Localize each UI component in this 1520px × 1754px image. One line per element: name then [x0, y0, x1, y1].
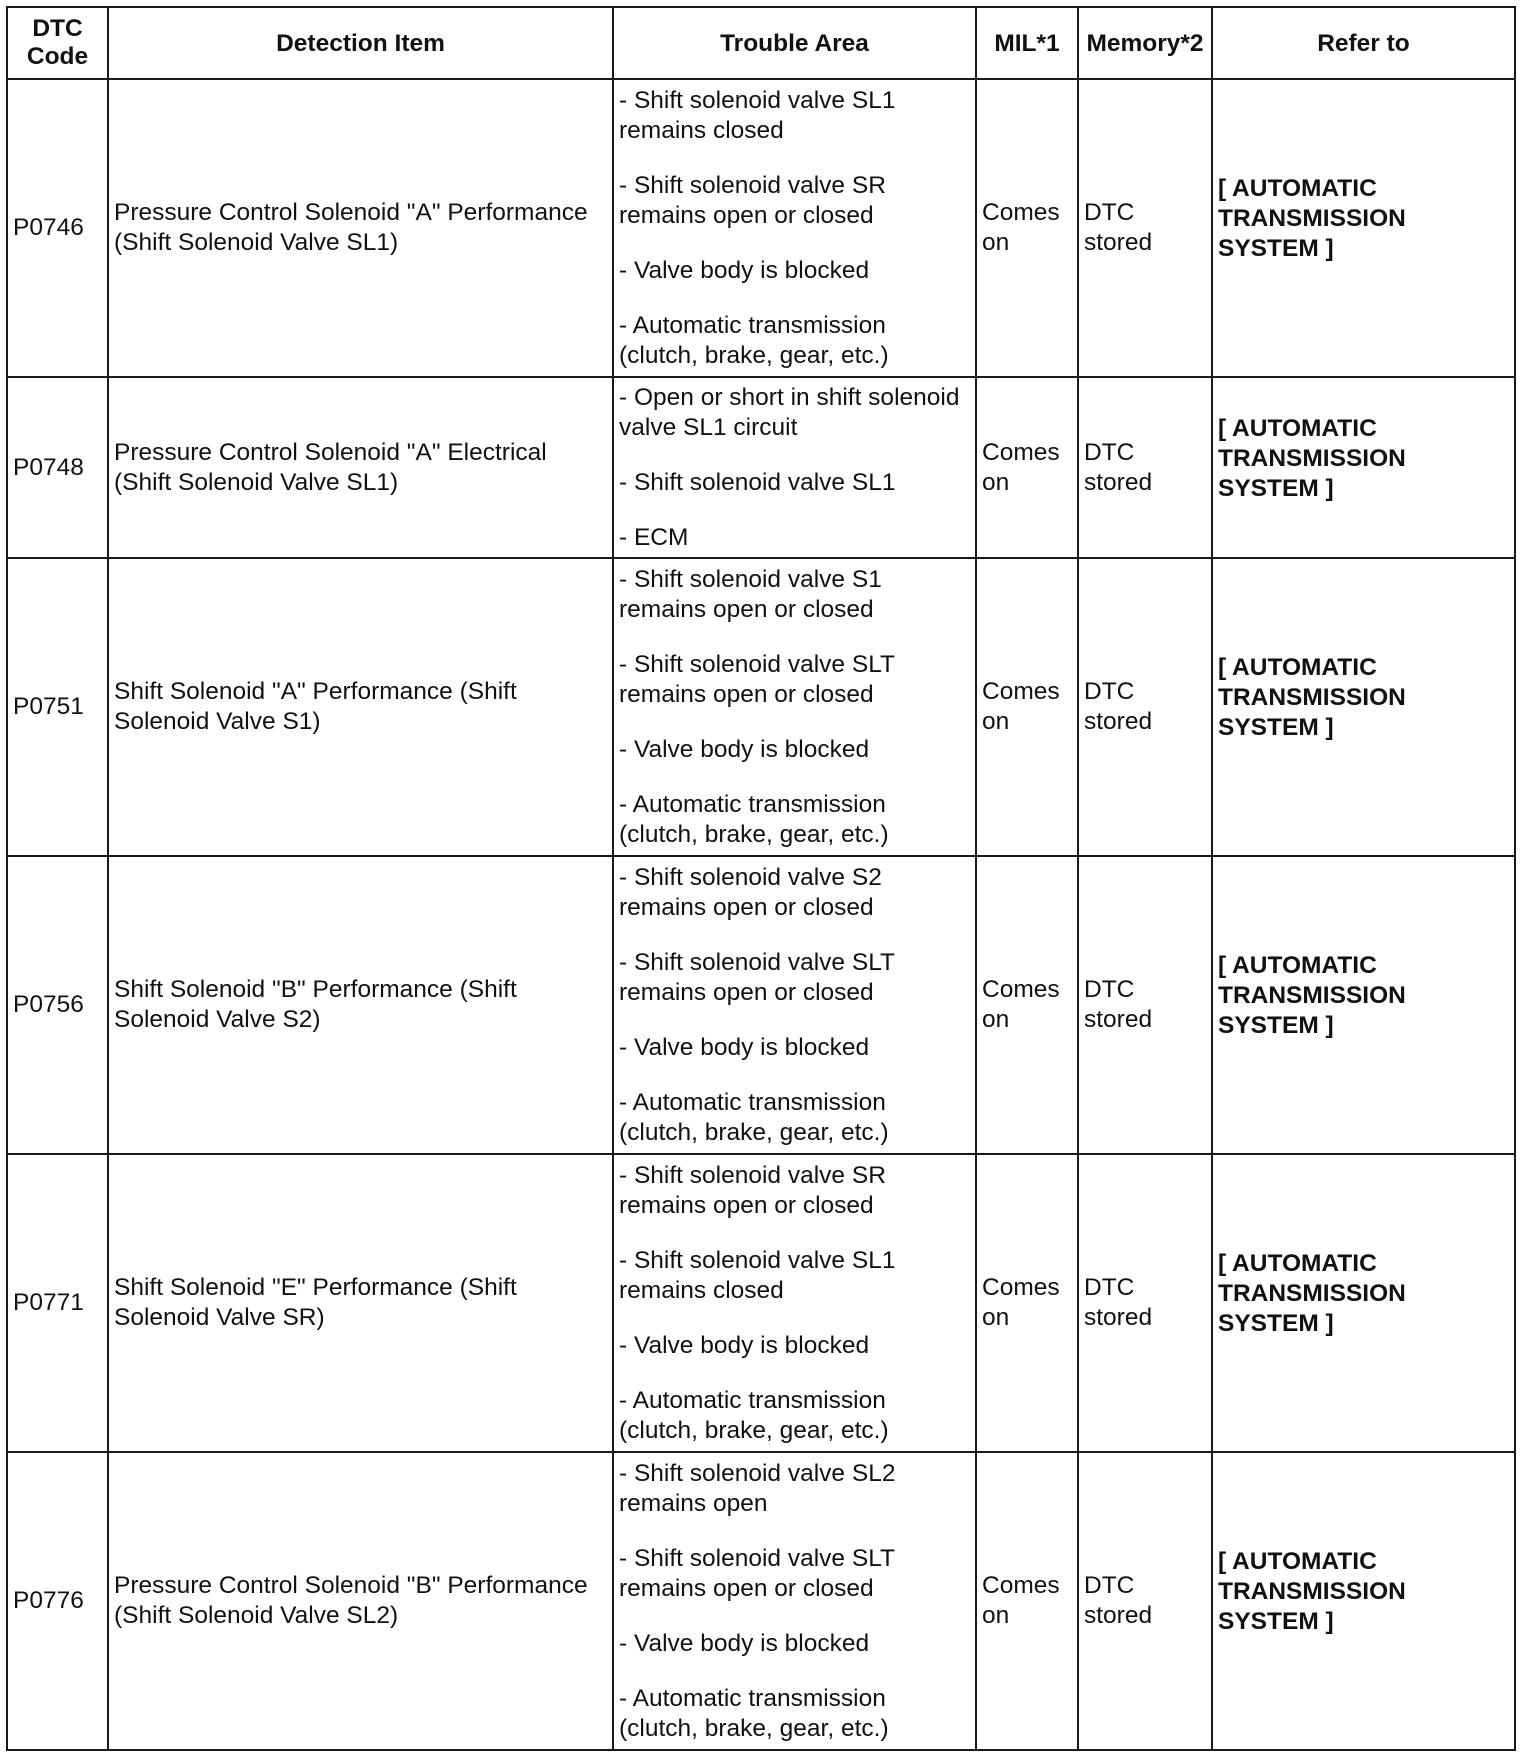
memory-cell: DTC stored [1078, 1452, 1212, 1750]
trouble-area-item: - Shift solenoid valve SR remains open or closed [619, 1161, 886, 1219]
mil-cell: Comes on [976, 377, 1078, 558]
trouble-area-item: - Valve body is blocked [619, 256, 870, 284]
header-refer-to: Refer to [1212, 7, 1515, 79]
trouble-area-item: - Automatic transmission (clutch, brake, gear, etc.) [619, 1386, 889, 1444]
trouble-area-item: - Valve body is blocked [619, 735, 870, 763]
trouble-area-cell [613, 1452, 976, 1750]
trouble-area-cell [613, 558, 976, 856]
trouble-area-item: - Automatic transmission (clutch, brake, gear, etc.) [619, 1088, 889, 1146]
trouble-area-cell [613, 377, 976, 558]
trouble-area-item: - Automatic transmission (clutch, brake, gear, etc.) [619, 1684, 889, 1742]
trouble-area-item: - Open or short in shift solenoid valve SL1 circuit [619, 383, 960, 441]
table-body [7, 79, 1515, 1750]
refer-to-link[interactable]: [ AUTOMATIC TRANSMISSION SYSTEM ] [1218, 414, 1406, 502]
trouble-area-item: - ECM [619, 523, 689, 551]
header-detection-item: Detection Item [108, 7, 613, 79]
trouble-area-cell [613, 1154, 976, 1452]
header-trouble-area: Trouble Area [613, 7, 976, 79]
trouble-area-item: - Shift solenoid valve SL1 remains closed [619, 1246, 896, 1304]
table-row [7, 856, 1515, 1154]
memory-cell: DTC stored [1078, 558, 1212, 856]
trouble-area-item: - Valve body is blocked [619, 1331, 870, 1359]
trouble-area-item: - Automatic transmission (clutch, brake, gear, etc.) [619, 311, 889, 369]
refer-to-link[interactable]: [ AUTOMATIC TRANSMISSION SYSTEM ] [1218, 952, 1406, 1039]
trouble-area-item: - Shift solenoid valve S1 remains open or closed [619, 565, 882, 623]
dtc-code-cell: P0776 [7, 1452, 108, 1750]
detection-item-cell: Shift Solenoid "A" Performance (Shift Solenoid Valve S1) [108, 558, 613, 856]
mil-cell: Comes on [976, 558, 1078, 856]
trouble-area-cell [613, 856, 976, 1154]
dtc-code-cell: P0748 [7, 377, 108, 558]
trouble-area-cell [613, 79, 976, 377]
detection-item-cell: Shift Solenoid "E" Performance (Shift Solenoid Valve SR) [108, 1154, 613, 1452]
refer-to-cell [1212, 558, 1515, 856]
memory-cell: DTC stored [1078, 856, 1212, 1154]
table-row [7, 79, 1515, 377]
dtc-code-cell: P0746 [7, 79, 108, 377]
trouble-area-item: - Shift solenoid valve SLT remains open or closed [619, 948, 895, 1006]
trouble-area-item: - Shift solenoid valve SR remains open or closed [619, 171, 886, 229]
trouble-area-item: - Valve body is blocked [619, 1033, 870, 1061]
table-row [7, 558, 1515, 856]
refer-to-cell [1212, 856, 1515, 1154]
trouble-area-item: - Shift solenoid valve SL1 remains closed [619, 86, 896, 144]
refer-to-cell [1212, 1154, 1515, 1452]
refer-to-cell [1212, 79, 1515, 377]
header-dtc-code: DTC Code [7, 7, 108, 79]
memory-cell: DTC stored [1078, 1154, 1212, 1452]
mil-cell: Comes on [976, 856, 1078, 1154]
table-header-row [7, 7, 1515, 79]
detection-item-cell: Shift Solenoid "B" Performance (Shift Solenoid Valve S2) [108, 856, 613, 1154]
trouble-area-item: - Valve body is blocked [619, 1629, 870, 1657]
trouble-area-item: - Automatic transmission (clutch, brake, gear, etc.) [619, 790, 889, 848]
memory-cell: DTC stored [1078, 79, 1212, 377]
refer-to-link[interactable]: [ AUTOMATIC TRANSMISSION SYSTEM ] [1218, 654, 1406, 741]
header-mil: MIL*1 [976, 7, 1078, 79]
memory-cell: DTC stored [1078, 377, 1212, 558]
mil-cell: Comes on [976, 79, 1078, 377]
refer-to-cell [1212, 1452, 1515, 1750]
detection-item-cell: Pressure Control Solenoid "A" Electrical (Shift Solenoid Valve SL1) [108, 377, 613, 558]
trouble-area-item: - Shift solenoid valve SLT remains open or closed [619, 1544, 895, 1602]
mil-cell: Comes on [976, 1154, 1078, 1452]
trouble-area-item: - Shift solenoid valve SL2 remains open [619, 1459, 896, 1517]
dtc-code-cell: P0771 [7, 1154, 108, 1452]
detection-item-cell: Pressure Control Solenoid "B" Performance (Shift Solenoid Valve SL2) [108, 1452, 613, 1750]
dtc-code-cell: P0751 [7, 558, 108, 856]
table-row [7, 1452, 1515, 1750]
mil-cell: Comes on [976, 1452, 1078, 1750]
table-row [7, 1154, 1515, 1452]
dtc-code-cell: P0756 [7, 856, 108, 1154]
trouble-area-item: - Shift solenoid valve SLT remains open or closed [619, 650, 895, 708]
trouble-area-item: - Shift solenoid valve SL1 [619, 468, 896, 496]
refer-to-cell [1212, 377, 1515, 558]
refer-to-link[interactable]: [ AUTOMATIC TRANSMISSION SYSTEM ] [1218, 1250, 1406, 1337]
trouble-area-item: - Shift solenoid valve S2 remains open or closed [619, 863, 882, 921]
dtc-table [6, 6, 1516, 1751]
header-memory: Memory*2 [1078, 7, 1212, 79]
detection-item-cell: Pressure Control Solenoid "A" Performance (Shift Solenoid Valve SL1) [108, 79, 613, 377]
table-row [7, 377, 1515, 558]
refer-to-link[interactable]: [ AUTOMATIC TRANSMISSION SYSTEM ] [1218, 175, 1406, 262]
refer-to-link[interactable]: [ AUTOMATIC TRANSMISSION SYSTEM ] [1218, 1548, 1406, 1635]
